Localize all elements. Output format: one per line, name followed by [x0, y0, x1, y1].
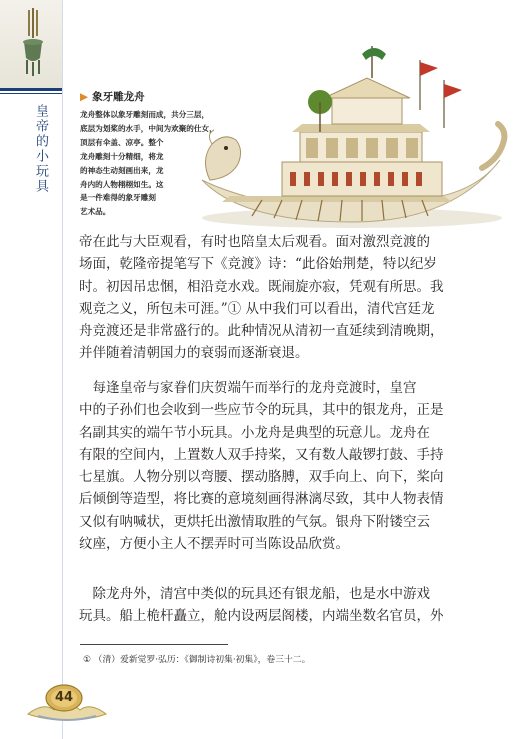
body-line: 帝在此与大臣观看，有时也陪皇太后观看。面对激烈竞渡的 — [79, 234, 430, 250]
caption-line: 舟内的人物栩栩如生。这 — [80, 179, 164, 189]
body-line: 又似有呐喊状，更烘托出激情取胜的气氛。银舟下附镂空云 — [79, 513, 430, 530]
body-line: 中的子孙们也会收到一些应节令的玩具，其中的银龙舟，正是 — [79, 402, 444, 419]
chapter-title: 皇帝的小玩具 — [33, 104, 48, 194]
caption-line: 龙舟雕刻十分精细，将龙 — [80, 151, 164, 161]
body-line: 舟竞渡还是非常盛行的。此种情况从清初一直延续到清晚期， — [79, 323, 444, 340]
bronze-ding-vessel-icon — [20, 8, 46, 80]
body-paragraph-3 — [79, 583, 449, 628]
body-line: 玩具。船上桅杆矗立，舱内设两层阁楼，内端坐数名官员，外 — [79, 608, 444, 625]
figure-heading-text: 象牙雕龙舟 — [92, 91, 145, 103]
body-line: 并伴随着清朝国力的衰弱而逐渐衰退。 — [79, 345, 309, 362]
body-line: 七星旗。人物分别以弯腰、摆动胳膊，双手向上、向下，桨向 — [79, 469, 444, 486]
caption-line: 底层为划桨的水手，中间为欢聚的仕女， — [80, 123, 217, 133]
footnote: ① （清）爱新觉罗·弘历：《御制诗初集·初集》，卷三十二。 — [83, 655, 311, 665]
body-line: 纹座，方便小主人不摆弄时可当陈设品欣赏。 — [79, 536, 349, 553]
footnote-divider — [80, 644, 228, 645]
triangle-marker-icon: ▶ — [80, 91, 89, 103]
body-line: 除龙舟外，清宫中类似的玩具还有银龙船，也是水中游戏 — [79, 586, 430, 602]
caption-line: 是一件难得的象牙雕刻 — [80, 193, 156, 203]
body-line: 场面，乾隆帝提笔写下《竞渡》诗：“此俗始荆楚，特以纪岁 — [79, 256, 437, 273]
body-line: 时。初因吊忠悃，相沿竞水戏。既闹旋亦寂，凭观有所思。我 — [79, 278, 444, 295]
body-paragraph-1 — [79, 231, 449, 365]
body-paragraph-2 — [79, 377, 449, 555]
page-number: 44 — [54, 690, 74, 705]
chapter-sidebar — [0, 0, 63, 739]
sidebar-header-panel — [0, 0, 62, 88]
sidebar-divider-thin — [0, 93, 62, 94]
caption-line: 的神态生动刻画出来，龙 — [80, 165, 164, 175]
ivory-dragon-boat-photo — [182, 40, 512, 240]
figure-heading — [80, 89, 145, 104]
body-line: 观竞之义，所包未可涯。”① 从中我们可以看出，清代宫廷龙 — [79, 300, 435, 317]
body-line: 有限的空间内，上置数人双手持桨，又有数人敲锣打鼓、手持 — [79, 446, 444, 463]
sidebar-divider-thick — [0, 88, 62, 91]
body-line: 后倾倒等造型，将比赛的意境刻画得淋漓尽致，其中人物表情 — [79, 491, 444, 508]
body-line: 名副其实的端午节小玩具。小龙舟是典型的玩意儿。龙舟在 — [79, 424, 430, 441]
caption-line: 龙舟整体以象牙雕刻而成，共分三层， — [80, 110, 210, 119]
caption-line: 艺术品。 — [80, 207, 111, 217]
caption-line: 顶层有伞盖、凉亭。整个 — [80, 137, 164, 147]
body-line: 每逢皇帝与家眷们庆贺端午而举行的龙舟竞渡时，皇宫 — [79, 380, 417, 396]
